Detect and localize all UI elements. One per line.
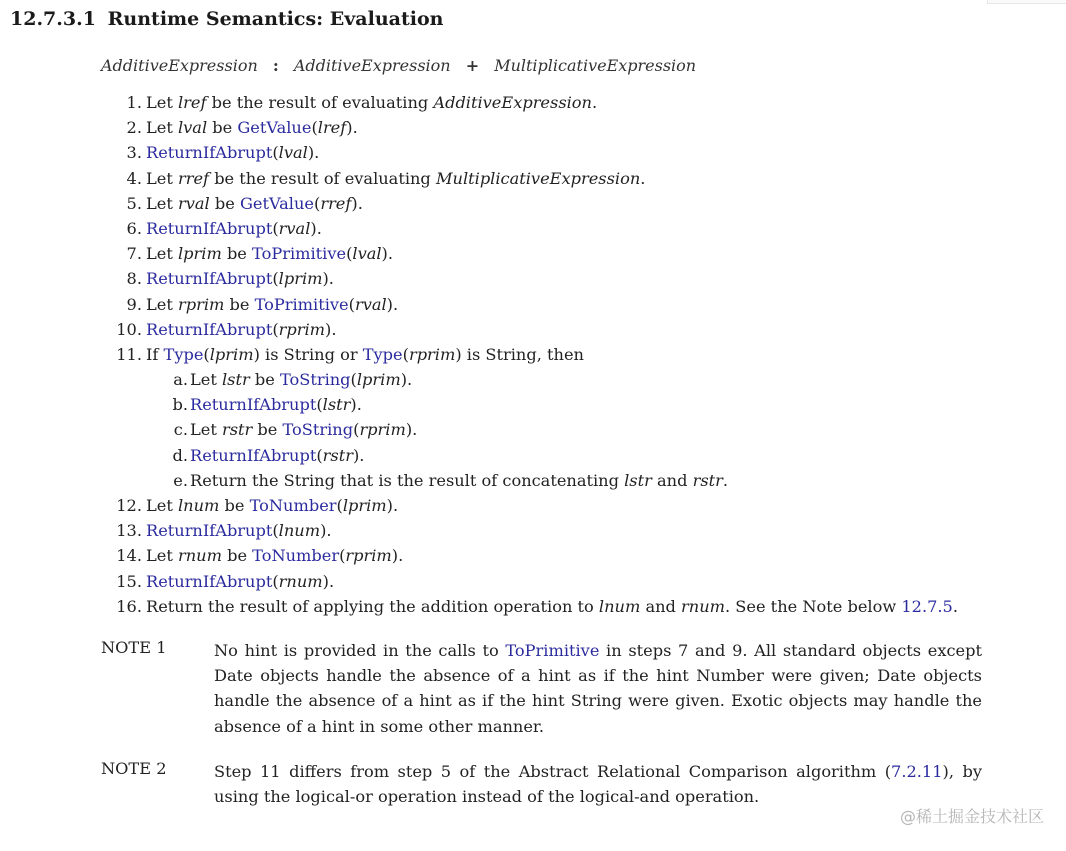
step: [100, 140, 1000, 165]
text: ).: [391, 546, 404, 566]
text: ).: [322, 269, 334, 289]
spec-link[interactable]: Type: [362, 344, 403, 364]
text: and: [651, 470, 693, 490]
text: (: [346, 244, 353, 264]
spec-link[interactable]: ToPrimitive: [505, 641, 600, 660]
variable: lprim: [356, 370, 401, 390]
variable: rstr: [221, 420, 253, 440]
spec-link[interactable]: ToNumber: [252, 546, 340, 566]
text: Let: [146, 496, 178, 515]
text: (: [348, 294, 355, 314]
step-text: [146, 90, 597, 115]
step-number: 14.: [116, 546, 142, 566]
text: Let: [190, 420, 222, 440]
spec-link[interactable]: 7.2.11: [891, 762, 943, 781]
watermark: @稀土掘金技术社区: [899, 807, 1044, 826]
variable: lval: [177, 118, 208, 138]
sub-step: [100, 367, 1000, 392]
variable: lnum: [598, 596, 641, 616]
text: .: [591, 93, 598, 112]
variable: lval: [278, 143, 308, 163]
variable: MultiplicativeExpression: [435, 168, 641, 188]
text: .: [640, 168, 646, 188]
spec-link[interactable]: ToNumber: [249, 496, 337, 515]
variable: rprim: [408, 344, 456, 364]
step-number: 5.: [126, 193, 142, 213]
text: ).: [381, 244, 394, 264]
variable: rprim: [359, 420, 406, 440]
step-text: [146, 493, 398, 518]
text: ).: [350, 395, 362, 415]
text: ).: [310, 218, 322, 238]
variable: rval: [177, 193, 210, 213]
text: (: [336, 496, 343, 515]
step-text: [146, 518, 332, 543]
spec-link[interactable]: GetValue: [239, 193, 314, 213]
text: (: [272, 521, 279, 541]
production-rhs-left: AdditiveExpression: [293, 56, 451, 75]
text: be: [221, 244, 253, 264]
step: [100, 241, 1000, 266]
text: ).: [325, 319, 337, 339]
step-text: [146, 317, 337, 342]
text: No hint is provided in the calls to: [214, 641, 506, 660]
step-text: [146, 594, 958, 619]
text: Return the result of applying the addition operation to: [146, 596, 599, 616]
step: [100, 216, 1000, 241]
text: ), by using the logical-or operation instead of the logical-and operation.: [214, 762, 982, 807]
step-text: [146, 140, 319, 165]
step: [100, 342, 1000, 367]
step: [100, 266, 1000, 291]
step-text: [146, 543, 403, 568]
text: Let: [146, 118, 178, 138]
variable: lval: [352, 244, 382, 264]
step: [100, 191, 1000, 216]
algorithm-steps: [100, 90, 1000, 619]
step-text: [146, 166, 645, 191]
step-text: [146, 115, 358, 140]
text: ).: [352, 445, 365, 465]
text: Let: [146, 93, 178, 112]
text: (: [272, 571, 279, 591]
note-body: [214, 759, 982, 809]
text: Let: [146, 294, 178, 314]
text: Step 11 differs from step 5 of the Abstract Relational Comparison algorithm (: [214, 762, 892, 781]
variable: lprim: [209, 344, 254, 364]
text: Let: [146, 193, 178, 213]
step: [100, 317, 1000, 342]
step: [100, 292, 1000, 317]
step-number: d.: [172, 445, 188, 465]
variable: lstr: [322, 395, 351, 415]
variable: rnum: [278, 571, 323, 591]
step-number: 16.: [116, 596, 142, 616]
text: ) is String or: [253, 344, 363, 364]
spec-link[interactable]: ReturnIfAbrupt: [190, 445, 317, 465]
step: [100, 90, 1000, 115]
spec-link[interactable]: Type: [163, 344, 204, 364]
variable: rstr: [692, 470, 723, 490]
variable: lstr: [624, 470, 652, 490]
step: [100, 543, 1000, 568]
text: .: [722, 470, 729, 490]
variable: rnum: [681, 596, 725, 616]
step: [100, 166, 1000, 191]
spec-link[interactable]: ToString: [282, 420, 354, 440]
text: ).: [346, 118, 358, 138]
step-number: 1.: [126, 93, 142, 112]
step-text: [146, 241, 393, 266]
spec-link[interactable]: ReturnIfAbrupt: [190, 395, 317, 415]
text: ).: [322, 571, 335, 591]
step: [100, 493, 1000, 518]
corner-decoration: [987, 0, 1066, 4]
variable: rref: [177, 168, 210, 188]
text: (: [350, 370, 357, 390]
spec-link[interactable]: ReturnIfAbrupt: [146, 143, 273, 163]
text: Let: [146, 168, 178, 188]
text: Let: [190, 370, 222, 390]
step-number: a.: [173, 370, 188, 390]
section-heading: [10, 8, 443, 30]
grammar-production: [101, 56, 696, 75]
variable: rref: [320, 193, 352, 213]
step-text: [146, 569, 334, 594]
step-text: [190, 392, 362, 417]
text: be: [209, 193, 240, 213]
step-number: 6.: [126, 218, 142, 238]
step-text: [146, 216, 322, 241]
text: ) is String, then: [455, 344, 584, 364]
spec-link[interactable]: GetValue: [237, 118, 312, 138]
text: (: [272, 218, 279, 238]
variable: lprim: [278, 269, 323, 289]
text: and: [640, 596, 682, 616]
production-plus: +: [465, 56, 480, 75]
step-text: [146, 266, 334, 291]
note-body: [214, 638, 982, 739]
step-text: [146, 191, 363, 216]
variable: rprim: [278, 319, 326, 339]
sub-step: [100, 392, 1000, 417]
production-lhs: AdditiveExpression: [101, 56, 258, 75]
text: be: [207, 118, 238, 138]
step-number: 12.: [116, 496, 142, 515]
step: [100, 569, 1000, 594]
step-text: [190, 468, 728, 493]
note-label: NOTE 1: [101, 638, 167, 657]
note-label: NOTE 2: [101, 759, 167, 778]
step: [100, 115, 1000, 140]
variable: lref: [177, 93, 207, 112]
step-number: 3.: [126, 143, 142, 163]
text: (: [272, 143, 279, 163]
text: (: [316, 445, 323, 465]
section-title: Runtime Semantics: Evaluation: [107, 8, 444, 30]
variable: lref: [317, 118, 347, 138]
text: (: [272, 319, 279, 339]
spec-link[interactable]: ReturnIfAbrupt: [146, 218, 273, 238]
text: ).: [400, 370, 413, 390]
step-number: 11.: [116, 344, 142, 364]
spec-link[interactable]: ReturnIfAbrupt: [146, 319, 273, 339]
text: ).: [405, 420, 418, 440]
variable: rval: [354, 294, 387, 314]
spec-link[interactable]: ReturnIfAbrupt: [146, 521, 273, 541]
text: in steps 7 and 9. All standard objects except Date objects handle the absence of a hint as if the hint Number were given; Date objects handle the absence of a hint as if the hint String were given. Exotic objects may handle the absence of a hint in some other manner.: [214, 641, 982, 736]
spec-link[interactable]: ToPrimitive: [252, 244, 347, 264]
text: (: [402, 344, 409, 364]
variable: AdditiveExpression: [433, 93, 592, 112]
step-number: 7.: [126, 244, 142, 264]
text: be the result of evaluating: [209, 168, 436, 188]
step-text: [190, 443, 364, 468]
sub-step: [100, 417, 1000, 442]
variable: rnum: [177, 546, 222, 566]
text: (: [353, 420, 360, 440]
variable: rval: [278, 218, 311, 238]
step-text: [146, 292, 398, 317]
variable: lprim: [177, 244, 222, 264]
text: ).: [307, 143, 320, 163]
text: . See the Note below: [725, 596, 902, 616]
step-number: c.: [173, 420, 188, 440]
step-number: e.: [173, 470, 188, 490]
text: be: [219, 496, 250, 515]
step-number: b.: [172, 395, 188, 415]
step: [100, 518, 1000, 543]
step-text: [146, 342, 584, 367]
step: [100, 594, 1000, 619]
step-text: [190, 367, 412, 392]
step-number: 9.: [126, 294, 142, 314]
step-number: 10.: [116, 319, 142, 339]
text: .: [952, 596, 959, 616]
step-text: [190, 417, 417, 442]
sub-step: [100, 443, 1000, 468]
sub-step: [100, 468, 1000, 493]
text: (: [203, 344, 210, 364]
variable: lprim: [342, 496, 387, 515]
step-number: 8.: [126, 269, 142, 289]
spec-link[interactable]: 12.7.5: [901, 596, 953, 616]
text: (: [316, 395, 323, 415]
text: Let: [146, 546, 178, 566]
variable: lnum: [278, 521, 321, 541]
text: ).: [386, 496, 399, 515]
production-rhs-right: MultiplicativeExpression: [494, 56, 697, 75]
spec-link[interactable]: ToString: [279, 370, 351, 390]
step-number: 4.: [126, 168, 142, 188]
variable: rstr: [322, 445, 353, 465]
text: be: [252, 420, 283, 440]
text: be: [224, 294, 255, 314]
text: (: [311, 118, 318, 138]
text: Return the String that is the result of concatenating: [190, 470, 625, 490]
step-number: 13.: [116, 521, 142, 541]
text: be the result of evaluating: [206, 93, 434, 112]
step-number: 2.: [126, 118, 142, 138]
text: If: [146, 344, 164, 364]
variable: lstr: [221, 370, 250, 390]
spec-link[interactable]: ReturnIfAbrupt: [146, 269, 273, 289]
section-number: 12.7.3.1: [10, 8, 96, 30]
text: ).: [386, 294, 399, 314]
text: Let: [146, 244, 178, 264]
variable: rprim: [177, 294, 225, 314]
variable: rprim: [345, 546, 392, 566]
spec-link[interactable]: ToPrimitive: [254, 294, 349, 314]
text: ).: [320, 521, 332, 541]
text: be: [221, 546, 253, 566]
step-number: 15.: [116, 571, 142, 591]
variable: lnum: [177, 496, 220, 515]
text: (: [272, 269, 279, 289]
text: (: [339, 546, 346, 566]
text: be: [249, 370, 280, 390]
text: (: [314, 193, 321, 213]
text: ).: [351, 193, 363, 213]
production-colon: :: [272, 56, 279, 75]
spec-link[interactable]: ReturnIfAbrupt: [146, 571, 273, 591]
